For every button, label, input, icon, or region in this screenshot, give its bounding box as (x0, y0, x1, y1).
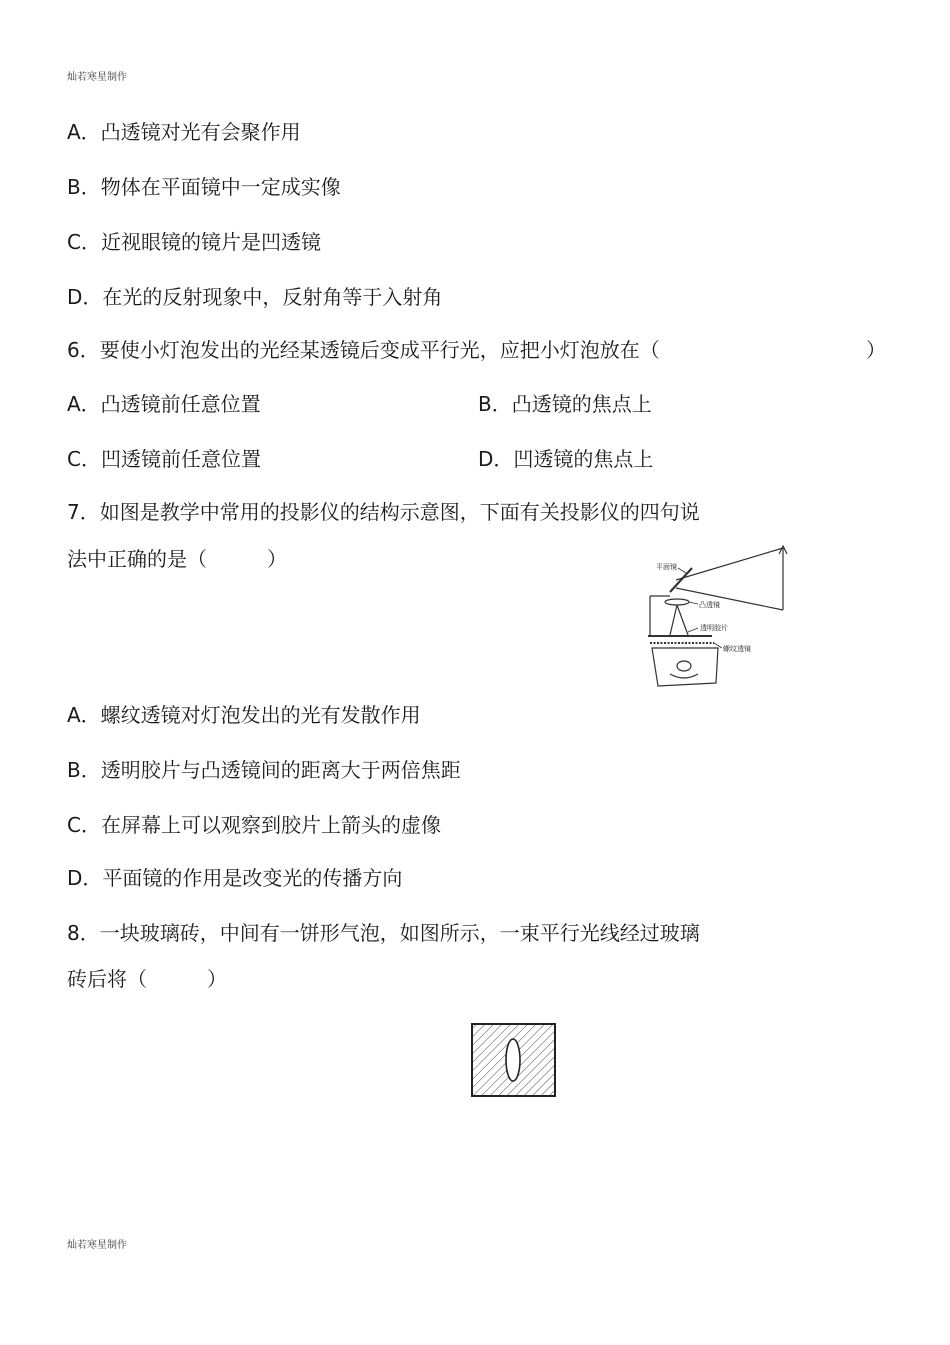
q6-stem-close: ） (866, 338, 886, 362)
q5-option-b: B．物体在平面镜中一定成实像 (67, 175, 341, 199)
q6-option-c: C．凹透镜前任意位置 (67, 447, 261, 471)
beam-lower (676, 588, 783, 610)
q7-option-d: D．平面镜的作用是改变光的传播方向 (67, 866, 403, 890)
label-fresnel: 螺纹透镜 (723, 645, 751, 653)
q5-option-d: D．在光的反射现象中，反射角等于入射角 (67, 285, 443, 309)
q5-option-a: A．凸透镜对光有会聚作用 (67, 120, 301, 144)
convex-lens-shape (665, 599, 689, 605)
lamp-reflector (670, 674, 698, 678)
q7-option-a: A．螺纹透镜对灯泡发出的光有发散作用 (67, 703, 421, 727)
q6-stem: 6．要使小灯泡发出的光经某透镜后变成平行光，应把小灯泡放在（ (67, 338, 660, 362)
q5-option-c: C．近视眼镜的镜片是凹透镜 (67, 230, 321, 254)
label-convex-lens: 凸透镜 (699, 601, 720, 609)
q8-stem-line2: 砖后将（ ） (67, 967, 227, 991)
lamp-bulb (677, 661, 691, 671)
glass-brick-diagram (470, 1022, 558, 1100)
projector-diagram (640, 540, 790, 690)
q6-option-d: D．凹透镜的焦点上 (478, 447, 654, 471)
q8-stem-line1: 8．一块玻璃砖，中间有一饼形气泡，如图所示，一束平行光线经过玻璃 (67, 921, 700, 945)
q6-option-a: A．凸透镜前任意位置 (67, 392, 261, 416)
q7-option-c: C．在屏幕上可以观察到胶片上箭头的虚像 (67, 813, 441, 837)
label-film: 透明胶片 (700, 624, 728, 632)
q7-option-b: B．透明胶片与凸透镜间的距离大于两倍焦距 (67, 758, 461, 782)
q6-option-b: B．凸透镜的焦点上 (478, 392, 652, 416)
cone-right (677, 605, 688, 635)
plane-mirror (670, 568, 692, 592)
lamp-box (652, 648, 718, 686)
label-plane-mirror: 平面镜 (656, 563, 677, 571)
footer-note: 灿若寒星制作 (67, 1240, 127, 1251)
air-bubble (506, 1039, 520, 1081)
q7-stem-line2: 法中正确的是（ ） (67, 547, 287, 571)
q7-stem-line1: 7．如图是教学中常用的投影仪的结构示意图，下面有关投影仪的四句说 (67, 500, 700, 524)
header-note: 灿若寒星制作 (67, 72, 127, 83)
beam-upper (676, 548, 783, 580)
cone-left (670, 605, 677, 635)
